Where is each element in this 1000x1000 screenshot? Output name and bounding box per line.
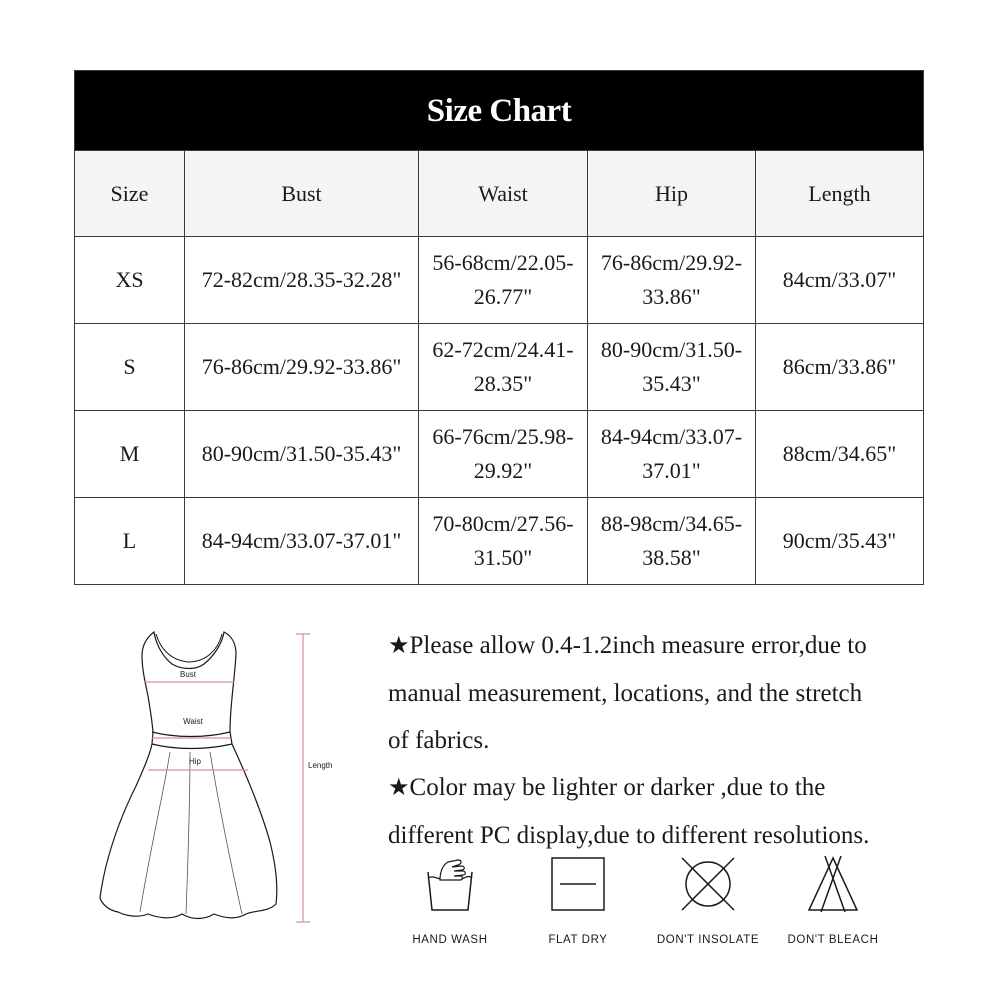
hip-cell-line: 33.86" — [642, 284, 701, 309]
header-size: Size — [75, 151, 185, 237]
waist-cell-line: 62-72cm/24.41- — [432, 337, 574, 362]
dont-bleach-icon — [801, 852, 865, 916]
care-dont-bleach — [778, 852, 888, 946]
dress-waistband — [152, 744, 232, 749]
hip-cell-line: 35.43" — [642, 371, 701, 396]
waist-cell-line: 29.92" — [473, 458, 533, 483]
hip-cell-line: 38.58" — [642, 545, 701, 570]
waist-cell-line: 66-76cm/25.98- — [432, 424, 574, 449]
hand-wash-icon — [418, 852, 482, 916]
hip-cell — [588, 324, 756, 411]
size-cell: XS — [75, 237, 185, 324]
table-row — [75, 498, 924, 585]
waist-cell-line: 31.50" — [473, 545, 533, 570]
waist-cell — [419, 324, 588, 411]
hip-cell-line: 76-86cm/29.92- — [600, 250, 743, 275]
bust-cell: 84-94cm/33.07-37.01" — [185, 498, 419, 585]
star-icon: ★ — [388, 775, 410, 801]
hip-cell — [588, 498, 756, 585]
waist-cell-line: 28.35" — [473, 371, 533, 396]
hip-cell-line: 37.01" — [642, 458, 701, 483]
hip-cell-line: 84-94cm/33.07- — [600, 424, 743, 449]
length-cell: 90cm/35.43" — [756, 498, 924, 585]
waist-cell — [419, 237, 588, 324]
hip-cell — [588, 237, 756, 324]
note-text: Please allow 0.4-1.2inch measure error,due to — [409, 632, 867, 659]
length-cell: 86cm/33.86" — [756, 324, 924, 411]
care-label: DON'T INSOLATE — [656, 934, 760, 946]
bust-cell: 72-82cm/28.35-32.28" — [185, 237, 419, 324]
header-hip: Hip — [588, 151, 756, 237]
waist-cell-line: 56-68cm/22.05- — [432, 250, 574, 275]
care-hand-wash — [395, 852, 505, 946]
note-line: manual measurement, locations, and the stretch — [388, 680, 863, 707]
dress-diagram — [96, 620, 356, 930]
length-cell: 84cm/33.07" — [756, 237, 924, 324]
dress-waistband — [152, 732, 230, 737]
waist-cell-line: 26.77" — [473, 284, 533, 309]
note-line: of fabrics. — [388, 727, 490, 754]
note-text: Color may be lighter or darker ,due to the — [409, 774, 826, 801]
care-label: DON'T BLEACH — [787, 934, 879, 946]
header-bust: Bust — [185, 151, 419, 237]
skirt-fold — [210, 752, 242, 914]
size-chart-table — [74, 70, 924, 585]
length-label: Length — [308, 761, 333, 770]
bust-label: Bust — [179, 670, 197, 679]
star-icon: ★ — [388, 633, 410, 659]
note-line: different PC display,due to different resolutions. — [388, 822, 870, 849]
table-row — [75, 411, 924, 498]
skirt-fold — [140, 752, 170, 912]
waist-cell — [419, 411, 588, 498]
bust-cell: 80-90cm/31.50-35.43" — [185, 411, 419, 498]
waist-cell — [419, 498, 588, 585]
note-line — [388, 764, 948, 812]
table-row — [75, 237, 924, 324]
care-flat-dry — [523, 852, 633, 946]
skirt-fold — [186, 752, 190, 914]
care-label: HAND WASH — [412, 934, 488, 946]
hip-cell-line: 88-98cm/34.65- — [600, 511, 743, 536]
hip-label: Hip — [188, 757, 202, 766]
bust-cell: 76-86cm/29.92-33.86" — [185, 324, 419, 411]
waist-label: Waist — [183, 717, 203, 726]
dont-insolate-icon — [676, 852, 740, 916]
flat-dry-icon — [546, 852, 610, 916]
size-cell: L — [75, 498, 185, 585]
hip-cell — [588, 411, 756, 498]
note-line — [388, 622, 948, 670]
size-cell: S — [75, 324, 185, 411]
dress-illustration — [96, 620, 356, 930]
size-chart-title: Size Chart — [75, 71, 924, 151]
hip-cell-line: 80-90cm/31.50- — [600, 337, 743, 362]
care-dont-insolate — [653, 852, 763, 946]
measure-notes — [388, 622, 948, 859]
length-cell: 88cm/34.65" — [756, 411, 924, 498]
table-row — [75, 324, 924, 411]
size-cell: M — [75, 411, 185, 498]
waist-cell-line: 70-80cm/27.56- — [432, 511, 574, 536]
header-length: Length — [756, 151, 924, 237]
care-label: FLAT DRY — [548, 934, 608, 946]
header-waist: Waist — [419, 151, 588, 237]
